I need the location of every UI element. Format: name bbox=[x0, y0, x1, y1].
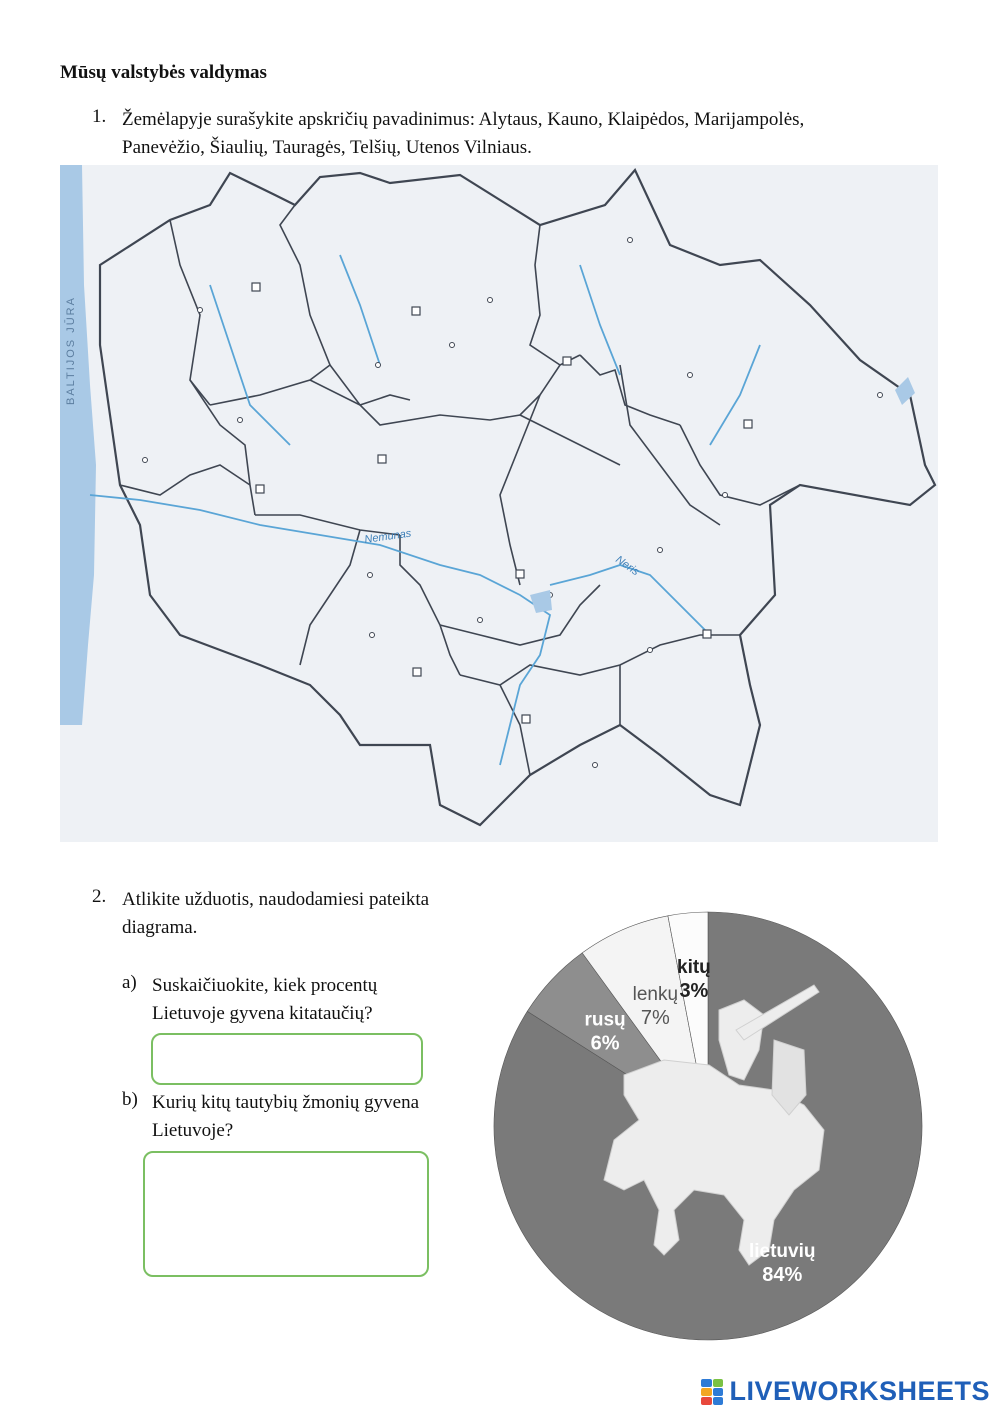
branding-text: LIVEWORKSHEETS bbox=[729, 1376, 990, 1406]
sea-area bbox=[60, 165, 96, 725]
question-2a-letter: a) bbox=[122, 972, 137, 993]
question-2-text: Atlikite užduotis, naudodamiesi pateikta diagrama. bbox=[122, 889, 430, 938]
pie-svg bbox=[474, 890, 942, 1362]
page-title: Mūsų valstybės valdymas bbox=[60, 62, 267, 83]
pie-label-value-2: 6% bbox=[590, 1032, 620, 1055]
question-2-number: 2. bbox=[92, 886, 107, 907]
pie-label-name-1: lietuvių bbox=[748, 1241, 816, 1263]
liveworksheets-branding bbox=[701, 1376, 990, 1407]
answer-2b-input[interactable] bbox=[143, 1151, 429, 1277]
map-drawing bbox=[60, 165, 938, 842]
lithuania-county-map bbox=[60, 165, 938, 842]
liveworksheets-logo-icon bbox=[701, 1379, 723, 1405]
pie-label-value-4: 3% bbox=[679, 979, 709, 1002]
question-2b-text: Kurių kitų tautybių žmonių gyvena Lietuvoje? bbox=[152, 1092, 420, 1141]
question-2b-letter: b) bbox=[122, 1089, 138, 1110]
rivers bbox=[90, 255, 760, 765]
pie-label-value-1: 84% bbox=[762, 1264, 803, 1287]
sea-label: BALTIJOS JŪRA bbox=[65, 296, 77, 405]
nationality-pie-chart bbox=[474, 890, 942, 1362]
pie-label-value-3: 7% bbox=[640, 1007, 670, 1030]
river-label-neris: Neris bbox=[613, 553, 642, 579]
question-2a-text: Suskaičiuokite, kiek procentų Lietuvoje gyvena kitataučių? bbox=[152, 975, 378, 1024]
answer-2a-input[interactable] bbox=[151, 1033, 423, 1085]
county-borders bbox=[120, 205, 800, 775]
question-1-number: 1. bbox=[92, 106, 107, 127]
pie-label-name-2: rusų bbox=[584, 1009, 626, 1031]
lake bbox=[530, 590, 552, 613]
country-outline bbox=[100, 170, 935, 825]
question-1-text: Žemėlapyje surašykite apskričių pavadinimus: Alytaus, Kauno, Klaipėdos, Marijampolės, Panevėžio, Šiaulių, Tauragės, Telšių, Utenos Vilniaus. bbox=[122, 109, 805, 158]
river-label-nemunas: Nemunas bbox=[363, 527, 413, 546]
pie-label-name-4: kitų bbox=[677, 956, 711, 978]
pie-label-name-3: lenkų bbox=[632, 984, 679, 1006]
